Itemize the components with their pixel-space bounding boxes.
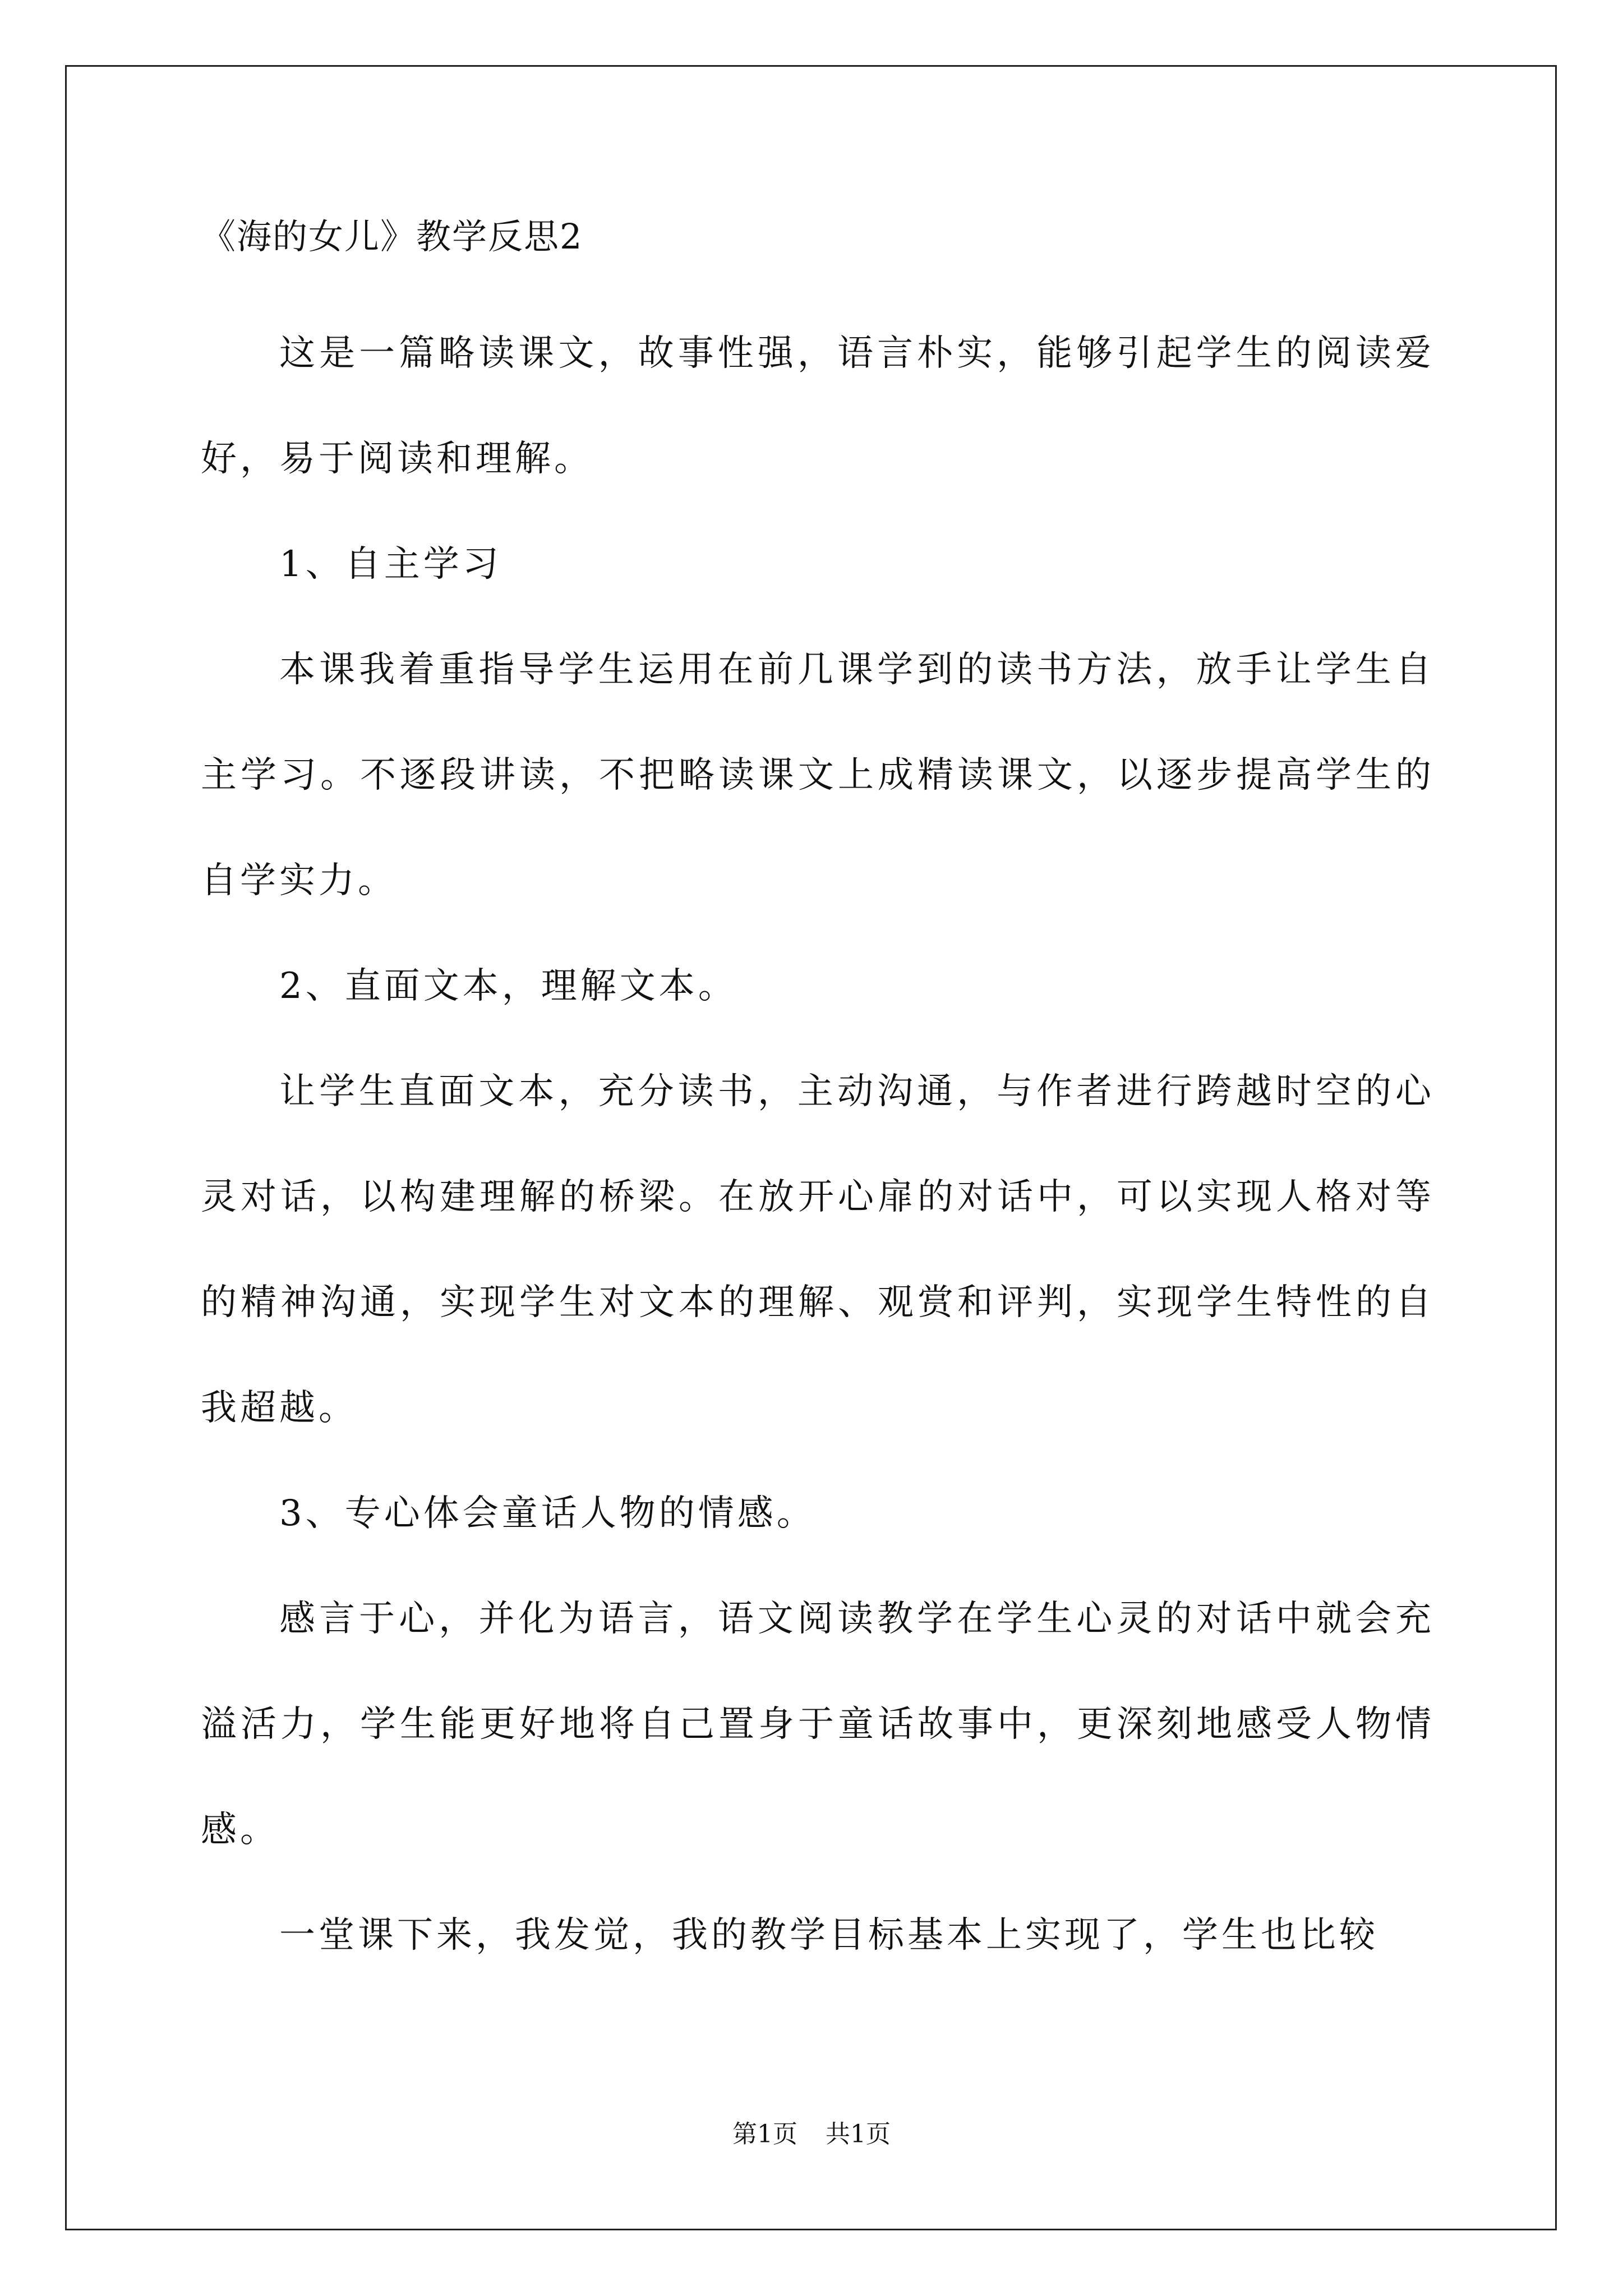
page-total: 共1页 — [826, 2120, 891, 2148]
page-number: 第1页 — [732, 2120, 797, 2148]
heading-emotion: 3、专心体会童话人物的情感。 — [279, 1493, 816, 1534]
heading-face-text: 2、直面文本，理解文本。 — [279, 965, 737, 1007]
paragraph-emotion: 感言于心，并化为语言，语文阅读教学在学生心灵的对话中就会充溢活力，学生能更好地将自己置身于童话故事中，更深刻地感受人物情感。 — [201, 1598, 1435, 1851]
heading-self-study: 1、自主学习 — [279, 544, 502, 585]
paragraph-conclusion: 一堂课下来，我发觉，我的教学目标基本上实现了，学生也比较 — [279, 1915, 1378, 1956]
document-body — [201, 202, 1435, 1988]
paragraph-intro: 这是一篇略读课文，故事性强，语言朴实，能够引起学生的阅读爱好，易于阅读和理解。 — [201, 333, 1435, 480]
page-footer — [0, 2118, 1623, 2151]
paragraph-self-study: 本课我着重指导学生运用在前几课学到的读书方法，放手让学生自主学习。不逐段讲读，不把略读课文上成精读课文，以逐步提高学生的自学实力。 — [201, 649, 1435, 901]
document-title: 《海的女儿》教学反思2 — [201, 216, 583, 257]
paragraph-face-text: 让学生直面文本，充分读书，主动沟通，与作者进行跨越时空的心灵对话，以构建理解的桥梁。在放开心扉的对话中，可以实现人格对等的精神沟通，实现学生对文本的理解、观赏和评判，实现学生特性的自我超越。 — [201, 1071, 1435, 1429]
